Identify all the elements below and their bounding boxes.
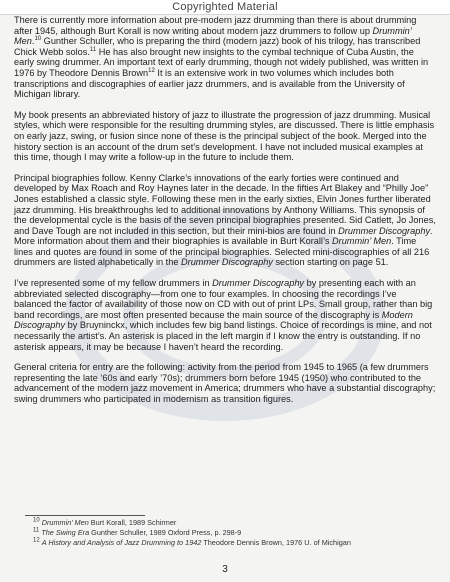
- italic-title: Drummer Discography: [338, 225, 431, 236]
- italic-title: Drummer Discography: [212, 278, 305, 289]
- body-text: [14, 15, 436, 415]
- text-run: section starting on page 51.: [272, 257, 389, 268]
- text-run: . More information about them and their biographies is available in Burt Korall’s: [14, 225, 433, 247]
- italic-title: The Swing Era: [41, 528, 90, 537]
- text-run: by presenting each with an abbreviated selected discography—from one to four examples. In choosing the recordings I’ve balanced the factor of availability of those now on CD with out of print LPs. Small group, rather than big band recordings, are most often presented because the main source of the discography is: [14, 278, 433, 320]
- text-run: My book presents an abbreviated history of jazz to illustrate the progression of jazz drumming. Musical styles, which were responsible for the resulting drumming styles, are discussed. There is little emphasis on early jazz, swing, or fusion since none of these is the principal subject of the book. Merged into the history section is an account of the drum set’s development. I have not included musical examples at this time, though I may write a follow-up in the future to include them.: [14, 109, 435, 163]
- text-run: .: [31, 36, 35, 47]
- italic-title: Drummin’ Men: [14, 25, 412, 47]
- footnote-number: 12: [33, 537, 40, 544]
- text-run: Burt Korall, 1989 Schirmer: [88, 518, 177, 527]
- italic-title: Drummer Discography: [181, 257, 273, 268]
- footnote-rule: [25, 515, 145, 516]
- italic-title: Drummin’ Men: [332, 236, 392, 247]
- text-run: He has also brought new insights to the cymbal technique of Cuba Austin, the early swing drummer. An important text of early drumming, though not widely published, was written in 1976 by Theodore Dennis Brown: [14, 46, 429, 78]
- italic-title: A History and Analysis of Jazz Drumming to 1942: [41, 538, 202, 547]
- text-run: General criteria for entry are the following: activity from the period from 1945 to 1965 (a few drummers representing the late ’60s and early ’70s); drummers born before 1945 (1950) who contributed to the advancement of the modern jazz movement in America; drummers who have a substantial discography; swing drummers who participated in modernism as transition figures.: [14, 362, 436, 404]
- copyright-banner: [0, 0, 450, 15]
- page-number: 3: [222, 564, 228, 575]
- text-run: Principal biographies follow. Kenny Clarke’s innovations of the early forties were continued and developed by Max Roach and Roy Haynes later in the decade. In the fifties Art Blakey and “Philly Joe” Jones established a classic style. Following these men in the early sixties, Elvin Jones further liberated jazz drumming. His breakthroughs led to additional innovations by Anthony Williams. This synopsis of the developmental cycle is the basis of the seven principal biographies presented. Sid Catlett, Jo Jones, and Dave Tough are not included in this section, but their mini-bios are found in: [14, 172, 436, 236]
- footnote: [33, 528, 433, 538]
- paragraph: [14, 173, 436, 268]
- footnote: [33, 538, 433, 548]
- paragraph: [14, 278, 436, 352]
- paragraph: [14, 110, 436, 163]
- footnotes: [33, 518, 433, 548]
- text-run: There is currently more information about pre-modern jazz drumming than there is about drumming after 1945, although Burt Korall is now writing about modern jazz drummers to follow up: [14, 15, 417, 36]
- text-run: I’ve represented some of my fellow drummers in: [14, 278, 213, 289]
- footnote-ref: 12: [148, 67, 155, 74]
- footnote-ref: 11: [89, 46, 97, 53]
- footnote-number: 10: [33, 517, 40, 524]
- footnote-number: 11: [33, 527, 40, 534]
- text-run: It is an extensive work in two volumes which includes both transcriptions and discographies of earlier jazz drummers, and is available from the University of Michigan library.: [14, 67, 405, 100]
- italic-title: Drummin’ Men: [41, 518, 89, 527]
- text-run: Gunther Schuller, 1989 Oxford Press, p. 298-9: [89, 528, 242, 537]
- banner-text: Copyrighted Material: [172, 1, 278, 13]
- text-run: Gunther Schuller, who is preparing the third (modern jazz) book of his trilogy, has transcribed Chick Webb solos.: [14, 36, 421, 57]
- text-run: Theodore Dennis Brown, 1976 U. of Michigan: [201, 538, 351, 547]
- italic-title: Modern Discography: [14, 309, 413, 331]
- text-run: by Bruyninckx, which includes few big band listings. Choice of recordings is mine, and not necessarily the artist’s. An asterisk is placed in the left margin if I know the entry is outstanding. If no asterisk appears, it may be because I haven’t heard the recording.: [14, 320, 432, 352]
- paragraph: [14, 362, 436, 404]
- footnote-ref: 10: [34, 36, 42, 43]
- footnote: [33, 518, 433, 528]
- text-run: . Time lines and quotes are found in some of the principal biographies. Selected mini-discographies of all 216 drummers are listed alphabetically in the: [14, 236, 430, 268]
- paragraph: [14, 15, 436, 100]
